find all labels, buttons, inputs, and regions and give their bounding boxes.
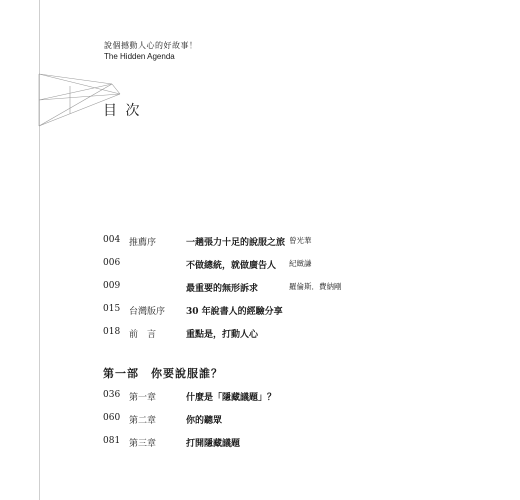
toc-chapter-title: 你的聽眾 bbox=[186, 416, 223, 426]
toc-page-number: 006 bbox=[103, 258, 121, 268]
toc-entry-title: 30 年說書人的經驗分享 bbox=[186, 307, 283, 317]
toc-entry-label: 推薦序 bbox=[129, 238, 157, 248]
toc-entry-author: 曾光華 bbox=[289, 236, 312, 245]
toc-chapter-label: 第三章 bbox=[129, 439, 157, 449]
toc-page-number: 004 bbox=[103, 235, 121, 245]
toc-page-number: 009 bbox=[103, 281, 121, 291]
toc-chapter-title: 打開隱藏議題 bbox=[186, 439, 241, 449]
toc-page-number: 018 bbox=[103, 327, 121, 337]
toc-chapter-label: 第二章 bbox=[129, 416, 157, 426]
toc-entry-author: 羅倫斯．費納剛 bbox=[289, 282, 342, 291]
book-english-title: The Hidden Agenda bbox=[104, 52, 175, 61]
toc-title: 目 次 bbox=[103, 103, 142, 119]
toc-chapter-title: 什麼是「隱藏議題」？ bbox=[186, 393, 277, 403]
toc-entry-title: 不做總統，就做廣告人 bbox=[186, 261, 277, 271]
toc-page-number: 060 bbox=[103, 413, 121, 423]
toc-entry-label: 台灣版序 bbox=[129, 307, 166, 317]
toc-page-number: 015 bbox=[103, 304, 121, 314]
toc-entry-title: 一趟張力十足的說服之旅 bbox=[186, 238, 286, 248]
part-heading: 第一部 你要說服誰？ bbox=[103, 367, 223, 380]
toc-entry-author: 紀緻謙 bbox=[289, 259, 312, 268]
toc-page-number: 081 bbox=[103, 436, 121, 446]
toc-chapter-label: 第一章 bbox=[129, 393, 157, 403]
toc-entry-title: 最重要的無形訴求 bbox=[186, 284, 259, 294]
toc-entry-title: 重點是，打動人心 bbox=[186, 330, 259, 340]
toc-entry-label: 前 言 bbox=[129, 330, 157, 340]
book-subtitle: 說個撼動人心的好故事！ bbox=[104, 41, 198, 50]
toc-page-number: 036 bbox=[103, 390, 121, 400]
